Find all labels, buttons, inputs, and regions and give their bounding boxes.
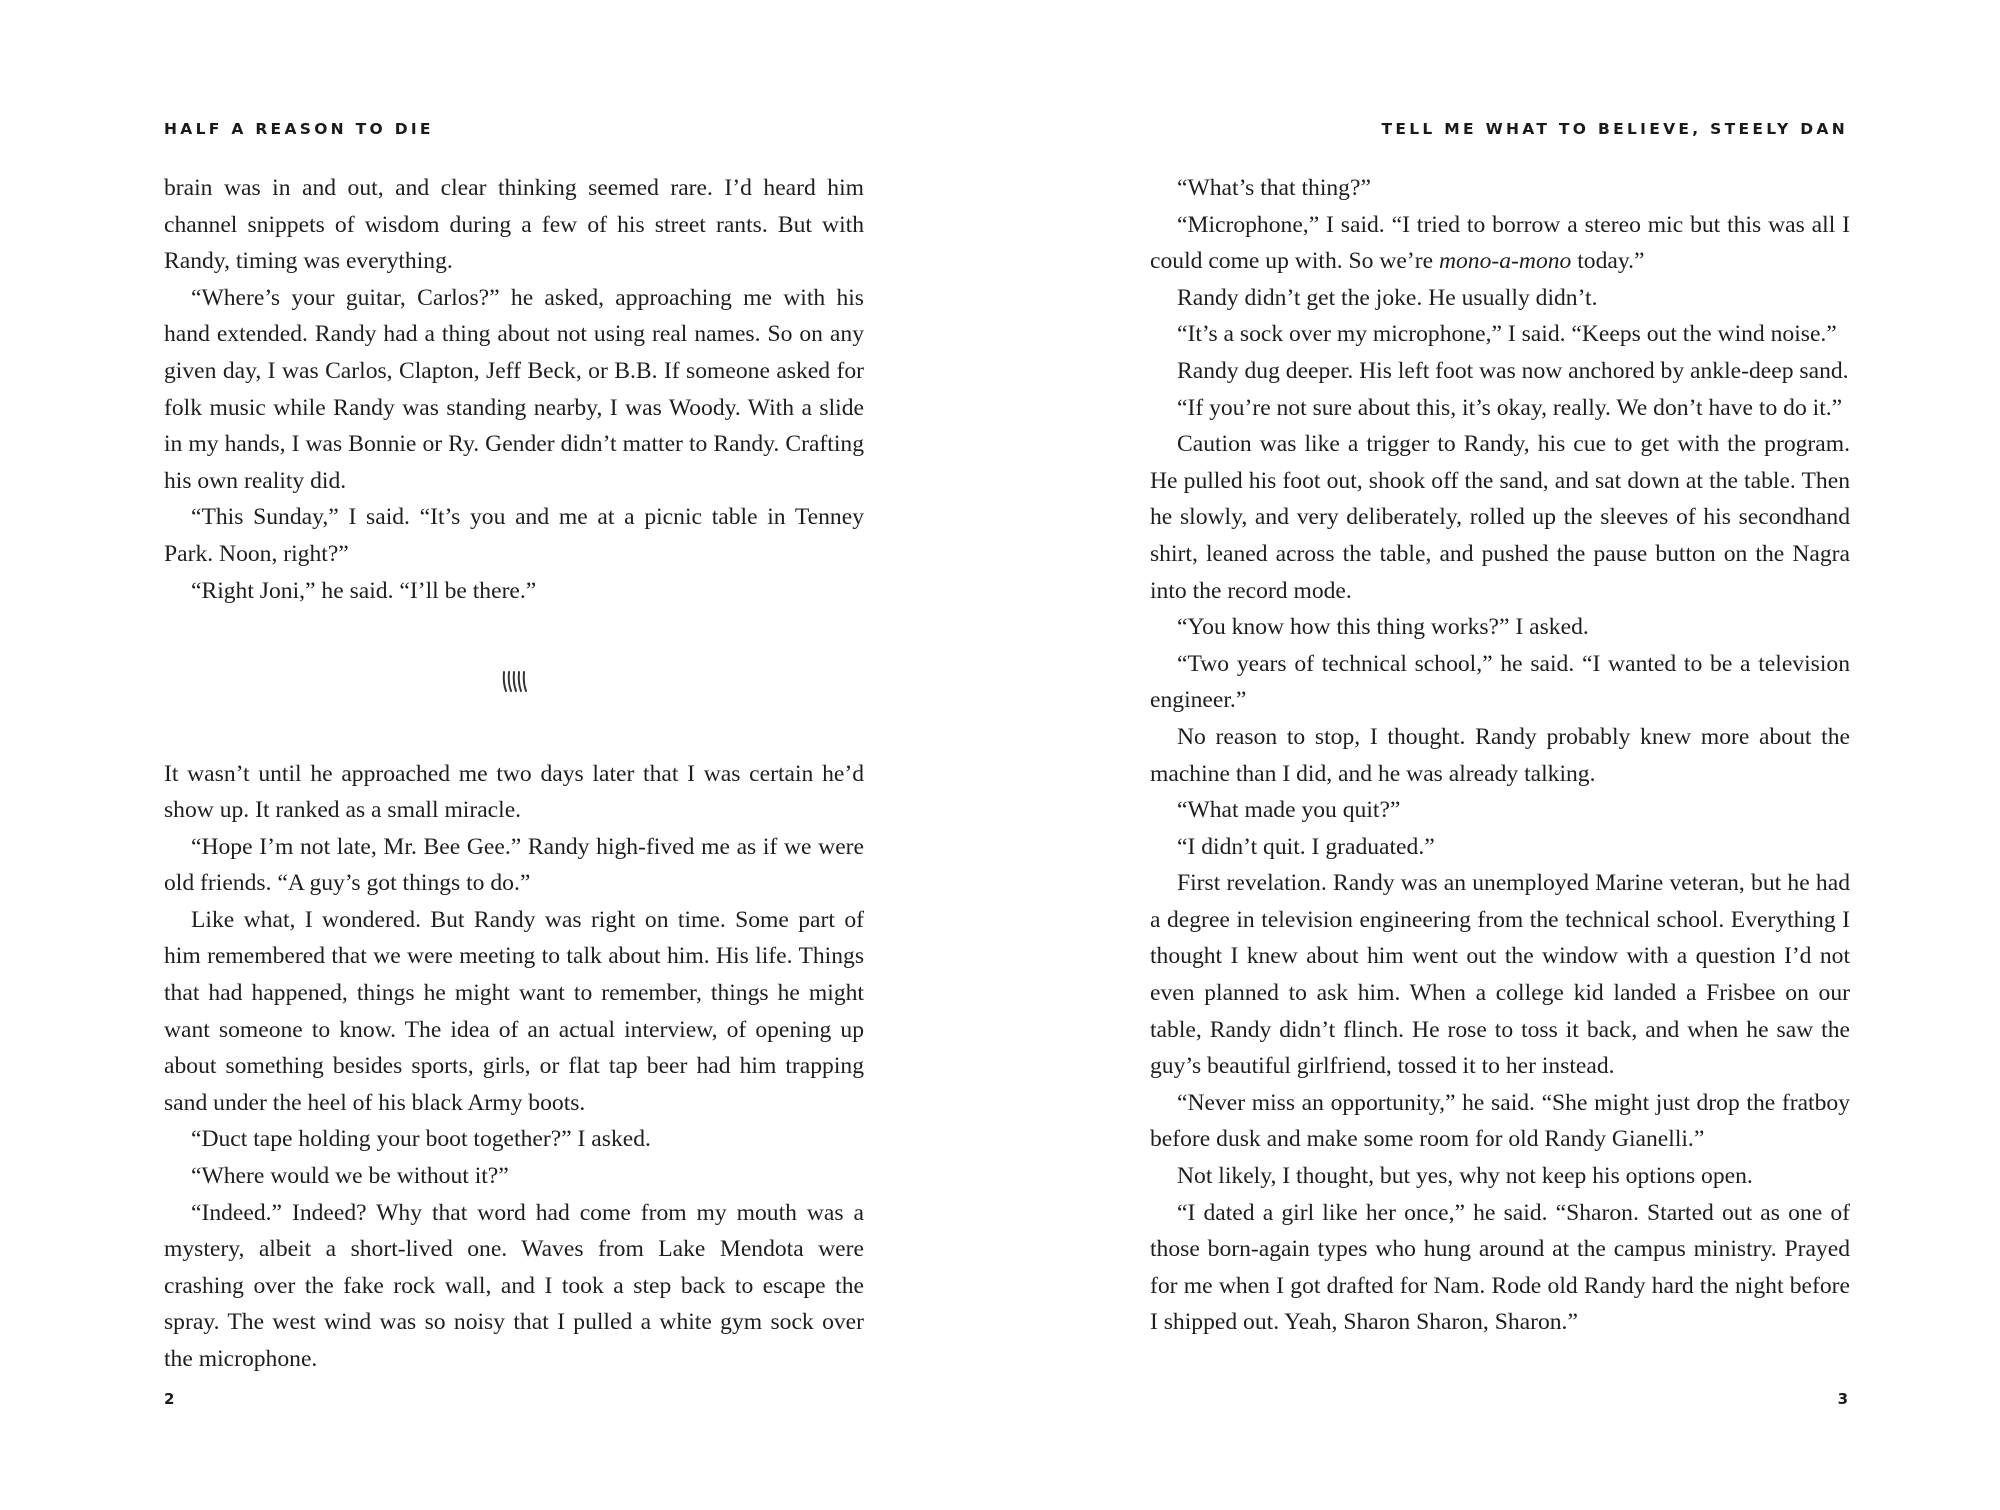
guitar-strings-ornament <box>499 669 529 695</box>
paragraph: Like what, I wondered. But Randy was right on time. Some part of him remembered that we were meeting to talk about him. His life. Things that had happened, things he might want to remember, things he might want someone to know. The idea of an actual interview, of opening up about something besides sports, girls, or flat tap beer had him trapping sand under the heel of his black Army boots. <box>164 906 864 1116</box>
paragraph: Not likely, I thought, but yes, why not keep his options open. <box>1177 1163 1753 1190</box>
running-head-left: HALF A REASON TO DIE <box>164 120 434 138</box>
paragraph: “Never miss an opportunity,” he said. “She might just drop the fratboy before dusk and make some room for old Randy Gianelli.” <box>1150 1089 1850 1153</box>
paragraph: It wasn’t until he approached me two days later that I was certain he’d show up. It ranked as a small miracle. <box>164 760 864 824</box>
paragraph: “Where’s your guitar, Carlos?” he asked, approaching me with his hand extended. Randy had a thing about not using real names. So on any given day, I was Carlos, Clapton, Jeff Beck, or B.B. If someone asked for folk music while Randy was standing nearby, I was Woody. With a slide in my hands, I was Bonnie or Ry. Gender didn’t matter to Randy. Crafting his own reality did. <box>164 284 864 494</box>
paragraph: “If you’re not sure about this, it’s okay, really. We don’t have to do it.” <box>1177 394 1843 421</box>
paragraph: “You know how this thing works?” I asked. <box>1177 614 1589 641</box>
paragraph: “Two years of technical school,” he said. “I wanted to be a television engineer.” <box>1150 650 1850 714</box>
left-page-text <box>164 170 864 1378</box>
paragraph-text: today.” <box>1571 248 1645 275</box>
page-number-right: 3 <box>1837 1390 1848 1408</box>
paragraph: Caution was like a trigger to Randy, his cue to get with the program. He pulled his foot out, shook off the sand, and sat down at the table. Then he slowly, and very deliberately, rolled up the sleeves of his secondhand shirt, leaned across the table, and pushed the pause button on the Nagra into the record mode. <box>1150 431 1850 604</box>
section-break <box>164 609 864 755</box>
paragraph: “What made you quit?” <box>1177 797 1401 824</box>
running-head-right: TELL ME WHAT TO BELIEVE, STEELY DAN <box>1381 120 1848 138</box>
paragraph: “Where would we be without it?” <box>191 1163 509 1190</box>
paragraph: First revelation. Randy was an unemployed Marine veteran, but he had a degree in television engineering from the technical school. Everything I thought I knew about him went out the window with a question I’d not even planned to ask him. When a college kid landed a Frisbee on our table, Randy didn’t flinch. He rose to toss it back, and when he saw the guy’s beautiful girlfriend, tossed it to her instead. <box>1150 870 1850 1080</box>
paragraph: “Duct tape holding your boot together?” I asked. <box>191 1126 651 1153</box>
paragraph: No reason to stop, I thought. Randy probably knew more about the machine than I did, and he was already talking. <box>1150 723 1850 787</box>
page-number-left: 2 <box>164 1390 175 1408</box>
paragraph: brain was in and out, and clear thinking seemed rare. I’d heard him channel snippets of wisdom during a few of his street rants. But with Randy, timing was everything. <box>164 175 864 275</box>
paragraph <box>1150 207 1850 280</box>
paragraph: “What’s that thing?” <box>1177 175 1371 201</box>
right-page <box>1000 0 2000 1510</box>
right-page-text <box>1150 170 1850 1341</box>
paragraph-text: “Microphone,” I said. “I tried to borrow a stereo mic but this was all I could come up with. So we’re <box>1150 211 1850 275</box>
paragraph: “Right Joni,” he said. “I’ll be there.” <box>191 577 537 604</box>
paragraph: “I dated a girl like her once,” he said. “Sharon. Started out as one of those born-again types who hung around at the campus ministry. Prayed for me when I got drafted for Nam. Rode old Randy hard the night before I shipped out. Yeah, Sharon Sharon, Sharon.” <box>1150 1199 1850 1336</box>
paragraph: Randy didn’t get the joke. He usually didn’t. <box>1177 284 1598 311</box>
paragraph: “This Sunday,” I said. “It’s you and me at a picnic table in Tenney Park. Noon, right?” <box>164 504 864 567</box>
paragraph: “It’s a sock over my microphone,” I said. “Keeps out the wind noise.” <box>1177 321 1837 348</box>
paragraph: Randy dug deeper. His left foot was now anchored by ankle-deep sand. <box>1177 357 1849 384</box>
italic-phrase: mono-a-mono <box>1438 248 1572 275</box>
paragraph: “I didn’t quit. I graduated.” <box>1177 833 1435 860</box>
paragraph: “Hope I’m not late, Mr. Bee Gee.” Randy high-fived me as if we were old friends. “A guy’s got things to do.” <box>164 833 864 897</box>
paragraph: “Indeed.” Indeed? Why that word had come from my mouth was a mystery, albeit a short-lived one. Waves from Lake Mendota were crashing over the fake rock wall, and I took a step back to escape the spray. The west wind was so noisy that I pulled a white gym sock over the microphone. <box>164 1199 864 1373</box>
